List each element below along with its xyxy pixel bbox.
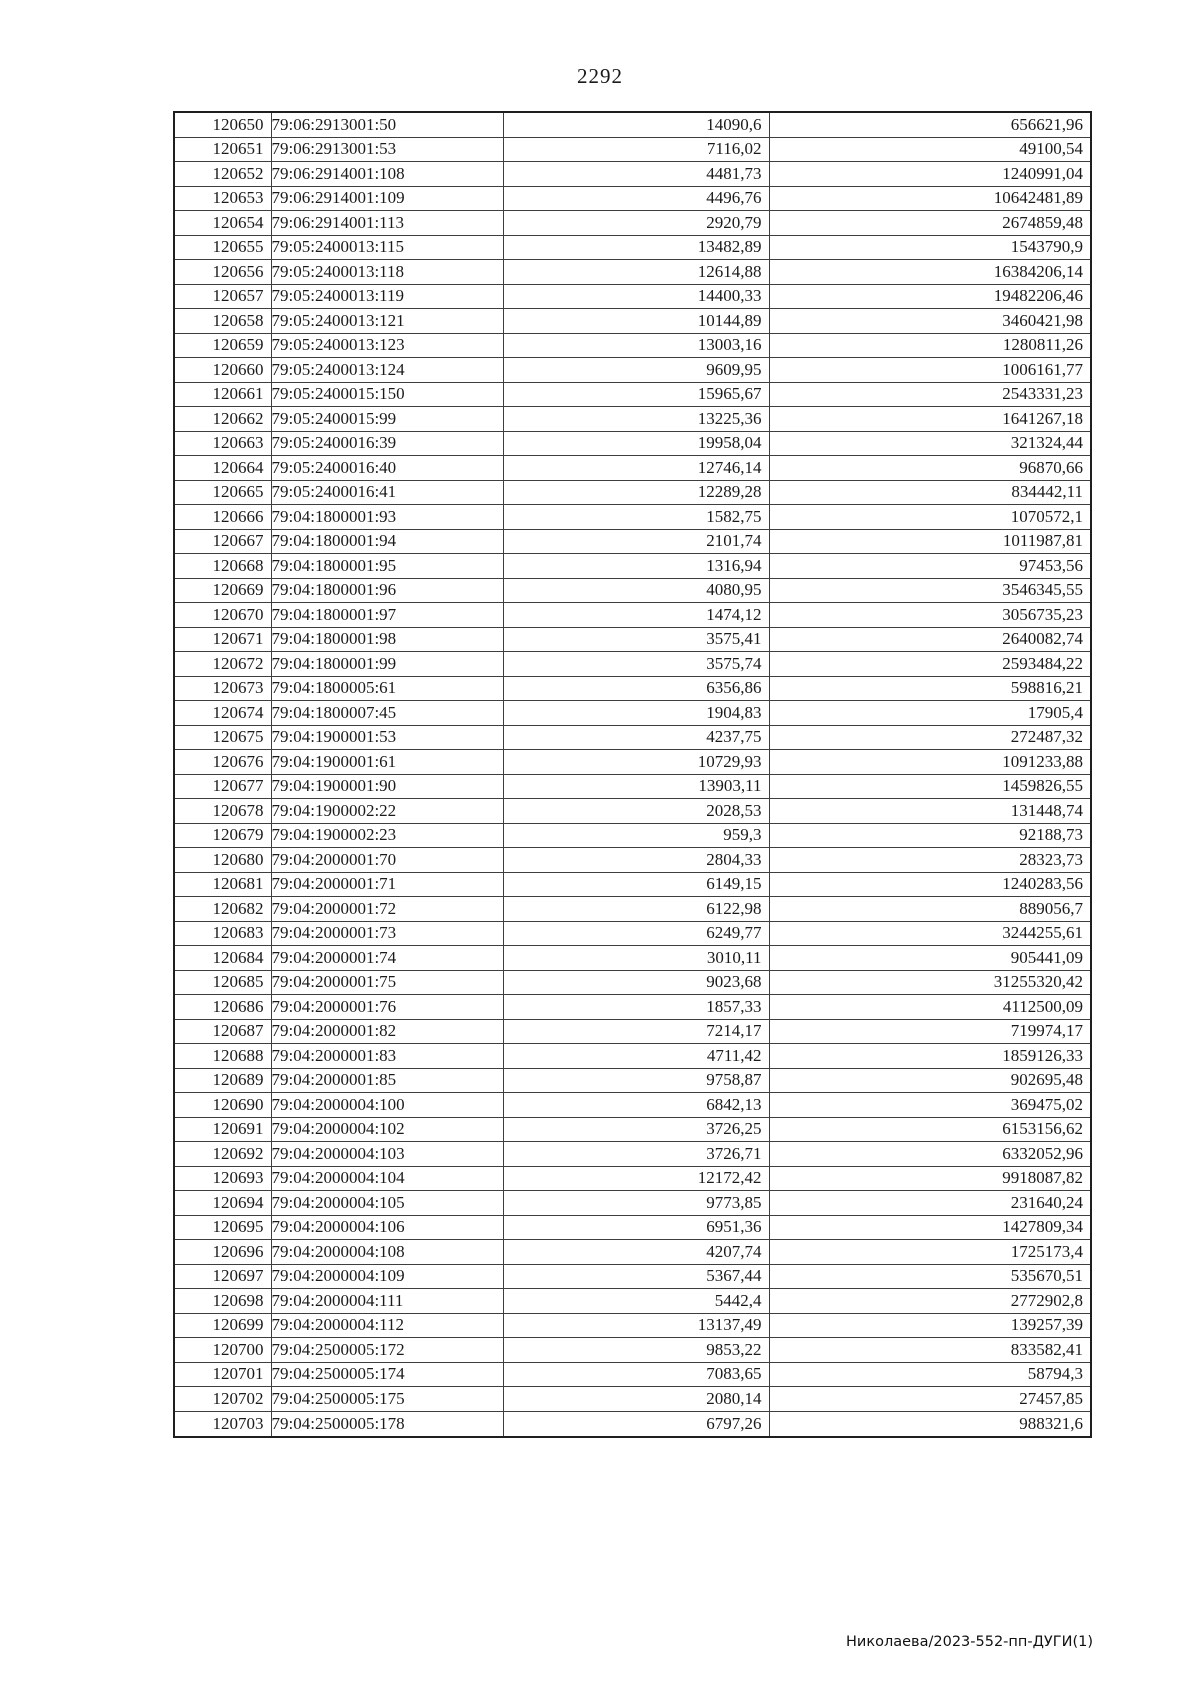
cost-value-cell: 9918087,82: [769, 1166, 1091, 1191]
cadastral-number-cell: 79:05:2400013:124: [271, 358, 503, 383]
cost-value-cell: 1459826,55: [769, 774, 1091, 799]
table-row: [174, 358, 1091, 383]
area-value-cell: 10144,89: [503, 309, 769, 334]
area-value-cell: 3575,41: [503, 627, 769, 652]
row-index-cell: 120653: [174, 186, 271, 211]
row-index-cell: 120694: [174, 1191, 271, 1216]
area-value-cell: 14090,6: [503, 112, 769, 137]
cost-value-cell: 16384206,14: [769, 260, 1091, 285]
row-index-cell: 120683: [174, 921, 271, 946]
area-value-cell: 1857,33: [503, 995, 769, 1020]
area-value-cell: 6951,36: [503, 1215, 769, 1240]
area-value-cell: 7116,02: [503, 137, 769, 162]
table-row: [174, 1117, 1091, 1142]
cadastral-number-cell: 79:04:2000004:105: [271, 1191, 503, 1216]
table-row: [174, 1215, 1091, 1240]
table-row: [174, 652, 1091, 677]
cost-value-cell: 3460421,98: [769, 309, 1091, 334]
row-index-cell: 120699: [174, 1313, 271, 1338]
cost-value-cell: 1240283,56: [769, 872, 1091, 897]
cost-value-cell: 97453,56: [769, 554, 1091, 579]
table-row: [174, 480, 1091, 505]
cadastral-number-cell: 79:04:1900001:53: [271, 725, 503, 750]
cost-value-cell: 2543331,23: [769, 382, 1091, 407]
cost-value-cell: 1859126,33: [769, 1044, 1091, 1069]
cadastral-number-cell: 79:04:2000004:111: [271, 1289, 503, 1314]
row-index-cell: 120671: [174, 627, 271, 652]
row-index-cell: 120684: [174, 946, 271, 971]
footer-reference: Николаева/2023-552-пп-ДУГИ(1): [846, 1634, 1093, 1650]
row-index-cell: 120695: [174, 1215, 271, 1240]
area-value-cell: 2804,33: [503, 848, 769, 873]
cadastral-number-cell: 79:04:1900001:90: [271, 774, 503, 799]
area-value-cell: 13482,89: [503, 235, 769, 260]
row-index-cell: 120667: [174, 529, 271, 554]
cadastral-number-cell: 79:04:1900001:61: [271, 750, 503, 775]
row-index-cell: 120660: [174, 358, 271, 383]
cadastral-number-cell: 79:04:1800001:96: [271, 578, 503, 603]
cadastral-number-cell: 79:06:2913001:53: [271, 137, 503, 162]
table-row: [174, 627, 1091, 652]
row-index-cell: 120680: [174, 848, 271, 873]
row-index-cell: 120673: [174, 676, 271, 701]
cost-value-cell: 6153156,62: [769, 1117, 1091, 1142]
row-index-cell: 120689: [174, 1068, 271, 1093]
row-index-cell: 120682: [174, 897, 271, 922]
cost-value-cell: 2640082,74: [769, 627, 1091, 652]
cost-value-cell: 58794,3: [769, 1362, 1091, 1387]
area-value-cell: 1316,94: [503, 554, 769, 579]
table-row: [174, 946, 1091, 971]
row-index-cell: 120658: [174, 309, 271, 334]
cost-value-cell: 1641267,18: [769, 407, 1091, 432]
area-value-cell: 9023,68: [503, 970, 769, 995]
cost-value-cell: 1006161,77: [769, 358, 1091, 383]
row-index-cell: 120702: [174, 1387, 271, 1412]
cadastral-number-cell: 79:04:2000004:108: [271, 1240, 503, 1265]
cost-value-cell: 131448,74: [769, 799, 1091, 824]
cadastral-number-cell: 79:05:2400016:39: [271, 431, 503, 456]
table-row: [174, 137, 1091, 162]
row-index-cell: 120692: [174, 1142, 271, 1167]
table-row: [174, 1142, 1091, 1167]
area-value-cell: 4481,73: [503, 162, 769, 187]
cost-value-cell: 1427809,34: [769, 1215, 1091, 1240]
area-value-cell: 1904,83: [503, 701, 769, 726]
table-row: [174, 897, 1091, 922]
table-row: [174, 284, 1091, 309]
table-row: [174, 186, 1091, 211]
cost-value-cell: 27457,85: [769, 1387, 1091, 1412]
cost-value-cell: 4112500,09: [769, 995, 1091, 1020]
cost-value-cell: 96870,66: [769, 456, 1091, 481]
row-index-cell: 120693: [174, 1166, 271, 1191]
table-row: [174, 162, 1091, 187]
area-value-cell: 19958,04: [503, 431, 769, 456]
cadastral-number-cell: 79:06:2914001:108: [271, 162, 503, 187]
cadastral-number-cell: 79:04:1800001:98: [271, 627, 503, 652]
cadastral-number-cell: 79:04:1800005:61: [271, 676, 503, 701]
area-value-cell: 9853,22: [503, 1338, 769, 1363]
cadastral-number-cell: 79:04:2500005:172: [271, 1338, 503, 1363]
cost-value-cell: 2772902,8: [769, 1289, 1091, 1314]
cost-value-cell: 31255320,42: [769, 970, 1091, 995]
row-index-cell: 120697: [174, 1264, 271, 1289]
area-value-cell: 3726,25: [503, 1117, 769, 1142]
cost-value-cell: 49100,54: [769, 137, 1091, 162]
cost-value-cell: 2593484,22: [769, 652, 1091, 677]
table-row: [174, 1093, 1091, 1118]
area-value-cell: 6122,98: [503, 897, 769, 922]
row-index-cell: 120655: [174, 235, 271, 260]
cost-value-cell: 92188,73: [769, 823, 1091, 848]
table-row: [174, 1166, 1091, 1191]
table-row: [174, 701, 1091, 726]
cost-value-cell: 272487,32: [769, 725, 1091, 750]
cost-value-cell: 19482206,46: [769, 284, 1091, 309]
area-value-cell: 6249,77: [503, 921, 769, 946]
area-value-cell: 6842,13: [503, 1093, 769, 1118]
table-row: [174, 1240, 1091, 1265]
table-row: [174, 1313, 1091, 1338]
cost-value-cell: 598816,21: [769, 676, 1091, 701]
area-value-cell: 12746,14: [503, 456, 769, 481]
table-row: [174, 799, 1091, 824]
area-value-cell: 4237,75: [503, 725, 769, 750]
row-index-cell: 120677: [174, 774, 271, 799]
table-row: [174, 848, 1091, 873]
cadastral-number-cell: 79:05:2400015:150: [271, 382, 503, 407]
table-row: [174, 333, 1091, 358]
table-row: [174, 725, 1091, 750]
area-value-cell: 2101,74: [503, 529, 769, 554]
cost-value-cell: 1011987,81: [769, 529, 1091, 554]
area-value-cell: 12289,28: [503, 480, 769, 505]
row-index-cell: 120669: [174, 578, 271, 603]
row-index-cell: 120668: [174, 554, 271, 579]
page-number: 2292: [577, 64, 623, 88]
row-index-cell: 120666: [174, 505, 271, 530]
table-row: [174, 1019, 1091, 1044]
cadastral-table-body: [174, 112, 1091, 1437]
table-row: [174, 1362, 1091, 1387]
row-index-cell: 120703: [174, 1411, 271, 1437]
row-index-cell: 120691: [174, 1117, 271, 1142]
cadastral-number-cell: 79:04:2000001:73: [271, 921, 503, 946]
area-value-cell: 9773,85: [503, 1191, 769, 1216]
cadastral-number-cell: 79:04:1900002:23: [271, 823, 503, 848]
cadastral-number-cell: 79:06:2914001:109: [271, 186, 503, 211]
cost-value-cell: 231640,24: [769, 1191, 1091, 1216]
table-row: [174, 456, 1091, 481]
cost-value-cell: 28323,73: [769, 848, 1091, 873]
cost-value-cell: 369475,02: [769, 1093, 1091, 1118]
cadastral-number-cell: 79:05:2400013:118: [271, 260, 503, 285]
area-value-cell: 9609,95: [503, 358, 769, 383]
area-value-cell: 5442,4: [503, 1289, 769, 1314]
cadastral-table: [173, 111, 1092, 1438]
row-index-cell: 120679: [174, 823, 271, 848]
cost-value-cell: 10642481,89: [769, 186, 1091, 211]
cost-value-cell: 1543790,9: [769, 235, 1091, 260]
cost-value-cell: 535670,51: [769, 1264, 1091, 1289]
table-row: [174, 1411, 1091, 1437]
cadastral-number-cell: 79:04:2000004:106: [271, 1215, 503, 1240]
table-row: [174, 921, 1091, 946]
row-index-cell: 120664: [174, 456, 271, 481]
cadastral-number-cell: 79:04:2000001:74: [271, 946, 503, 971]
area-value-cell: 2920,79: [503, 211, 769, 236]
table-row: [174, 1387, 1091, 1412]
cost-value-cell: 889056,7: [769, 897, 1091, 922]
row-index-cell: 120659: [174, 333, 271, 358]
table-row: [174, 1068, 1091, 1093]
table-row: [174, 774, 1091, 799]
cadastral-number-cell: 79:05:2400016:40: [271, 456, 503, 481]
cadastral-number-cell: 79:04:2000001:71: [271, 872, 503, 897]
row-index-cell: 120675: [174, 725, 271, 750]
area-value-cell: 12614,88: [503, 260, 769, 285]
area-value-cell: 13137,49: [503, 1313, 769, 1338]
cost-value-cell: 1070572,1: [769, 505, 1091, 530]
table-row: [174, 1191, 1091, 1216]
cost-value-cell: 3244255,61: [769, 921, 1091, 946]
cadastral-number-cell: 79:04:2000004:109: [271, 1264, 503, 1289]
area-value-cell: 3010,11: [503, 946, 769, 971]
cadastral-number-cell: 79:04:2000004:100: [271, 1093, 503, 1118]
cost-value-cell: 833582,41: [769, 1338, 1091, 1363]
row-index-cell: 120676: [174, 750, 271, 775]
table-row: [174, 1289, 1091, 1314]
cadastral-number-cell: 79:04:2000001:85: [271, 1068, 503, 1093]
row-index-cell: 120685: [174, 970, 271, 995]
table-row: [174, 603, 1091, 628]
area-value-cell: 6149,15: [503, 872, 769, 897]
table-row: [174, 529, 1091, 554]
table-row: [174, 211, 1091, 236]
cadastral-number-cell: 79:04:2500005:175: [271, 1387, 503, 1412]
cadastral-number-cell: 79:06:2914001:113: [271, 211, 503, 236]
row-index-cell: 120661: [174, 382, 271, 407]
cost-value-cell: 988321,6: [769, 1411, 1091, 1437]
row-index-cell: 120698: [174, 1289, 271, 1314]
cadastral-number-cell: 79:04:2500005:174: [271, 1362, 503, 1387]
cost-value-cell: 719974,17: [769, 1019, 1091, 1044]
table-row: [174, 407, 1091, 432]
cadastral-number-cell: 79:05:2400013:121: [271, 309, 503, 334]
cadastral-number-cell: 79:04:2000004:104: [271, 1166, 503, 1191]
cost-value-cell: 2674859,48: [769, 211, 1091, 236]
table-row: [174, 309, 1091, 334]
table-row: [174, 970, 1091, 995]
table-row: [174, 431, 1091, 456]
table-row: [174, 260, 1091, 285]
table-row: [174, 823, 1091, 848]
row-index-cell: 120672: [174, 652, 271, 677]
cadastral-number-cell: 79:04:2000001:83: [271, 1044, 503, 1069]
area-value-cell: 5367,44: [503, 1264, 769, 1289]
cost-value-cell: 656621,96: [769, 112, 1091, 137]
row-index-cell: 120701: [174, 1362, 271, 1387]
area-value-cell: 7083,65: [503, 1362, 769, 1387]
table-row: [174, 112, 1091, 137]
row-index-cell: 120686: [174, 995, 271, 1020]
area-value-cell: 13225,36: [503, 407, 769, 432]
table-row: [174, 382, 1091, 407]
area-value-cell: 6797,26: [503, 1411, 769, 1437]
area-value-cell: 6356,86: [503, 676, 769, 701]
table-row: [174, 505, 1091, 530]
cost-value-cell: 17905,4: [769, 701, 1091, 726]
table-row: [174, 750, 1091, 775]
row-index-cell: 120656: [174, 260, 271, 285]
area-value-cell: 2028,53: [503, 799, 769, 824]
row-index-cell: 120650: [174, 112, 271, 137]
row-index-cell: 120657: [174, 284, 271, 309]
area-value-cell: 3575,74: [503, 652, 769, 677]
cost-value-cell: 902695,48: [769, 1068, 1091, 1093]
row-index-cell: 120674: [174, 701, 271, 726]
area-value-cell: 13903,11: [503, 774, 769, 799]
table-row: [174, 872, 1091, 897]
table-row: [174, 1044, 1091, 1069]
cost-value-cell: 1725173,4: [769, 1240, 1091, 1265]
cadastral-number-cell: 79:06:2913001:50: [271, 112, 503, 137]
area-value-cell: 959,3: [503, 823, 769, 848]
area-value-cell: 2080,14: [503, 1387, 769, 1412]
cost-value-cell: 1280811,26: [769, 333, 1091, 358]
cost-value-cell: 3546345,55: [769, 578, 1091, 603]
row-index-cell: 120651: [174, 137, 271, 162]
cadastral-number-cell: 79:04:2000004:112: [271, 1313, 503, 1338]
cadastral-number-cell: 79:04:2000004:103: [271, 1142, 503, 1167]
area-value-cell: 1474,12: [503, 603, 769, 628]
cadastral-number-cell: 79:05:2400013:115: [271, 235, 503, 260]
cost-value-cell: 3056735,23: [769, 603, 1091, 628]
area-value-cell: 4207,74: [503, 1240, 769, 1265]
cadastral-number-cell: 79:05:2400015:99: [271, 407, 503, 432]
area-value-cell: 9758,87: [503, 1068, 769, 1093]
cadastral-number-cell: 79:04:2500005:178: [271, 1411, 503, 1437]
row-index-cell: 120690: [174, 1093, 271, 1118]
cadastral-number-cell: 79:04:1800001:95: [271, 554, 503, 579]
row-index-cell: 120700: [174, 1338, 271, 1363]
area-value-cell: 15965,67: [503, 382, 769, 407]
area-value-cell: 4711,42: [503, 1044, 769, 1069]
cadastral-number-cell: 79:04:1800001:94: [271, 529, 503, 554]
cadastral-number-cell: 79:04:2000001:75: [271, 970, 503, 995]
table-row: [174, 235, 1091, 260]
row-index-cell: 120665: [174, 480, 271, 505]
cost-value-cell: 139257,39: [769, 1313, 1091, 1338]
cadastral-number-cell: 79:05:2400013:119: [271, 284, 503, 309]
area-value-cell: 12172,42: [503, 1166, 769, 1191]
row-index-cell: 120687: [174, 1019, 271, 1044]
table-row: [174, 995, 1091, 1020]
area-value-cell: 4080,95: [503, 578, 769, 603]
cost-value-cell: 1240991,04: [769, 162, 1091, 187]
row-index-cell: 120670: [174, 603, 271, 628]
cadastral-number-cell: 79:04:1800001:97: [271, 603, 503, 628]
area-value-cell: 10729,93: [503, 750, 769, 775]
table-row: [174, 1264, 1091, 1289]
cadastral-number-cell: 79:04:2000001:82: [271, 1019, 503, 1044]
cadastral-number-cell: 79:04:2000001:72: [271, 897, 503, 922]
cadastral-number-cell: 79:04:1800001:93: [271, 505, 503, 530]
cost-value-cell: 834442,11: [769, 480, 1091, 505]
area-value-cell: 4496,76: [503, 186, 769, 211]
row-index-cell: 120681: [174, 872, 271, 897]
row-index-cell: 120678: [174, 799, 271, 824]
cadastral-number-cell: 79:05:2400016:41: [271, 480, 503, 505]
row-index-cell: 120663: [174, 431, 271, 456]
area-value-cell: 14400,33: [503, 284, 769, 309]
table-row: [174, 1338, 1091, 1363]
area-value-cell: 1582,75: [503, 505, 769, 530]
cost-value-cell: 321324,44: [769, 431, 1091, 456]
table-row: [174, 676, 1091, 701]
cadastral-number-cell: 79:04:2000004:102: [271, 1117, 503, 1142]
table-row: [174, 578, 1091, 603]
table-row: [174, 554, 1091, 579]
row-index-cell: 120688: [174, 1044, 271, 1069]
cadastral-number-cell: 79:04:1800007:45: [271, 701, 503, 726]
area-value-cell: 7214,17: [503, 1019, 769, 1044]
area-value-cell: 13003,16: [503, 333, 769, 358]
cadastral-number-cell: 79:05:2400013:123: [271, 333, 503, 358]
cadastral-number-cell: 79:04:2000001:76: [271, 995, 503, 1020]
cadastral-number-cell: 79:04:1800001:99: [271, 652, 503, 677]
row-index-cell: 120652: [174, 162, 271, 187]
row-index-cell: 120662: [174, 407, 271, 432]
cost-value-cell: 905441,09: [769, 946, 1091, 971]
cost-value-cell: 1091233,88: [769, 750, 1091, 775]
cost-value-cell: 6332052,96: [769, 1142, 1091, 1167]
row-index-cell: 120696: [174, 1240, 271, 1265]
row-index-cell: 120654: [174, 211, 271, 236]
cadastral-number-cell: 79:04:2000001:70: [271, 848, 503, 873]
area-value-cell: 3726,71: [503, 1142, 769, 1167]
cadastral-number-cell: 79:04:1900002:22: [271, 799, 503, 824]
